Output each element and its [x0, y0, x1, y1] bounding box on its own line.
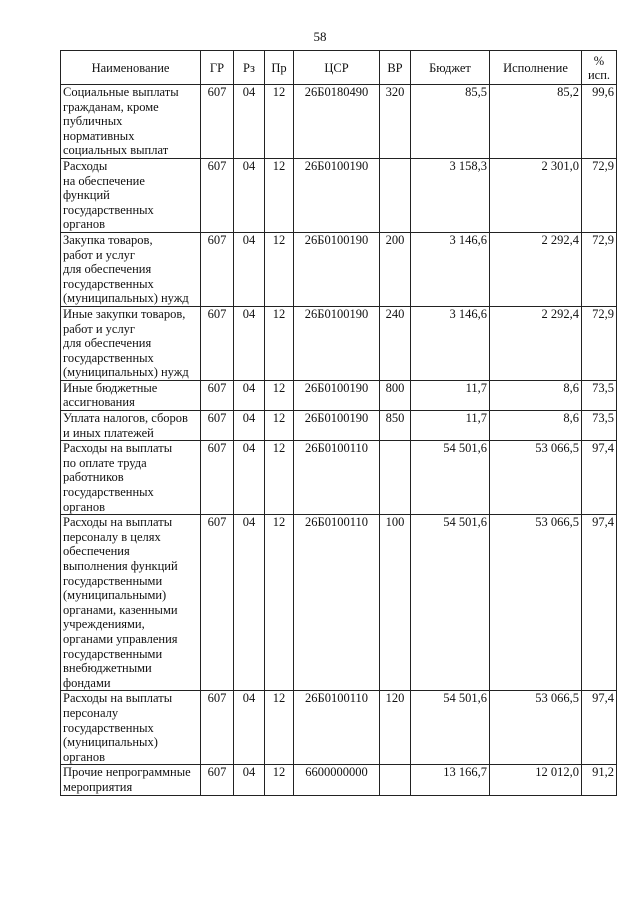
- cell-pr: 12: [265, 515, 294, 691]
- cell-pr: 12: [265, 380, 294, 410]
- table-row: [61, 411, 617, 441]
- cell-percent: 72,9: [582, 158, 617, 232]
- cell-csr: 26Б0100190: [294, 380, 380, 410]
- cell-name: [61, 158, 201, 232]
- cell-name-line: Прочие непрограммные: [63, 765, 191, 780]
- cell-budget: 54 501,6: [411, 515, 490, 691]
- table-row: [61, 85, 617, 159]
- cell-pr: 12: [265, 306, 294, 380]
- cell-gr: 607: [201, 515, 234, 691]
- cell-csr: 26Б0100110: [294, 441, 380, 515]
- cell-name-line: нормативных: [63, 128, 135, 143]
- cell-name-line: Расходы на выплаты: [63, 691, 173, 706]
- cell-rz: 04: [234, 380, 265, 410]
- header-gr: ГР: [201, 51, 234, 85]
- cell-execution: 2 292,4: [490, 306, 582, 380]
- cell-execution: 12 012,0: [490, 765, 582, 795]
- cell-rz: 04: [234, 765, 265, 795]
- cell-budget: 11,7: [411, 411, 490, 441]
- cell-name-line: социальных выплат: [63, 143, 169, 158]
- header-name: Наименование: [61, 51, 201, 85]
- cell-gr: 607: [201, 441, 234, 515]
- cell-name-line: работ и услуг: [63, 321, 136, 336]
- cell-name-line: работ и услуг: [63, 247, 136, 262]
- cell-name-line: (муниципальных) нужд: [63, 365, 189, 380]
- cell-vr: 240: [380, 306, 411, 380]
- cell-gr: 607: [201, 765, 234, 795]
- cell-budget: 54 501,6: [411, 691, 490, 765]
- cell-gr: 607: [201, 158, 234, 232]
- cell-name-line: государственных: [63, 485, 154, 500]
- cell-gr: 607: [201, 691, 234, 765]
- cell-budget: 3 146,6: [411, 306, 490, 380]
- table-row: [61, 691, 617, 765]
- cell-execution: 2 301,0: [490, 158, 582, 232]
- cell-name-line: внебюджетными: [63, 661, 152, 676]
- header-csr: ЦСР: [294, 51, 380, 85]
- cell-name: [61, 232, 201, 306]
- cell-percent: 97,4: [582, 515, 617, 691]
- cell-name-line: государственных: [63, 202, 154, 217]
- cell-pr: 12: [265, 158, 294, 232]
- cell-percent: 97,4: [582, 441, 617, 515]
- cell-execution: 8,6: [490, 411, 582, 441]
- cell-name-line: органов: [63, 499, 106, 514]
- cell-name-line: мероприятия: [63, 779, 133, 794]
- cell-vr: [380, 441, 411, 515]
- cell-name-line: государственными: [63, 646, 163, 661]
- cell-name-line: фондами: [63, 675, 111, 690]
- cell-name-line: органов: [63, 749, 106, 764]
- table-row: [61, 306, 617, 380]
- cell-execution: 85,2: [490, 85, 582, 159]
- cell-percent: 99,6: [582, 85, 617, 159]
- cell-name-line: (муниципальных) нужд: [63, 291, 189, 306]
- cell-name-line: и иных платежей: [63, 425, 154, 440]
- cell-name-line: Расходы на выплаты: [63, 441, 173, 456]
- header-execution: Исполнение: [490, 51, 582, 85]
- cell-vr: 800: [380, 380, 411, 410]
- cell-rz: 04: [234, 158, 265, 232]
- cell-execution: 53 066,5: [490, 515, 582, 691]
- cell-name-line: государственных: [63, 276, 154, 291]
- cell-name-line: (муниципальных): [63, 735, 158, 750]
- cell-name-line: учреждениями,: [63, 617, 145, 632]
- cell-execution: 53 066,5: [490, 441, 582, 515]
- cell-execution: 53 066,5: [490, 691, 582, 765]
- cell-name-line: Иные закупки товаров,: [63, 306, 186, 321]
- cell-rz: 04: [234, 306, 265, 380]
- cell-name-line: ассигнования: [63, 395, 135, 410]
- cell-csr: 26Б0100190: [294, 232, 380, 306]
- cell-rz: 04: [234, 515, 265, 691]
- header-pr: Пр: [265, 51, 294, 85]
- header-rz: Рз: [234, 51, 265, 85]
- page-number: 58: [313, 29, 327, 44]
- cell-name: [61, 441, 201, 515]
- cell-name-line: Расходы на выплаты: [63, 515, 173, 530]
- cell-rz: 04: [234, 691, 265, 765]
- cell-percent: 97,4: [582, 691, 617, 765]
- cell-vr: [380, 765, 411, 795]
- cell-percent: 91,2: [582, 765, 617, 795]
- cell-name-line: функций: [63, 188, 110, 203]
- cell-budget: 3 146,6: [411, 232, 490, 306]
- cell-name-line: Уплата налогов, сборов: [63, 411, 188, 426]
- table-row: [61, 158, 617, 232]
- cell-name-line: персоналу: [63, 705, 119, 720]
- cell-csr: 26Б0100190: [294, 411, 380, 441]
- cell-pr: 12: [265, 232, 294, 306]
- cell-pr: 12: [265, 411, 294, 441]
- cell-gr: 607: [201, 380, 234, 410]
- cell-rz: 04: [234, 441, 265, 515]
- header-budget: Бюджет: [411, 51, 490, 85]
- table-row: [61, 765, 617, 795]
- cell-csr: 26Б0100110: [294, 691, 380, 765]
- cell-budget: 3 158,3: [411, 158, 490, 232]
- cell-name: [61, 85, 201, 159]
- cell-name-line: органов: [63, 217, 106, 232]
- cell-name-line: для обеспечения: [63, 336, 152, 351]
- cell-name-line: для обеспечения: [63, 262, 152, 277]
- table-row: [61, 232, 617, 306]
- table-body: [61, 85, 617, 796]
- cell-name: [61, 306, 201, 380]
- table-row: [61, 441, 617, 515]
- cell-name-line: органами управления: [63, 631, 178, 646]
- cell-name-line: обеспечения: [63, 544, 130, 559]
- cell-rz: 04: [234, 85, 265, 159]
- cell-percent: 72,9: [582, 306, 617, 380]
- cell-name-line: государственных: [63, 720, 154, 735]
- cell-name: [61, 515, 201, 691]
- cell-name-line: гражданам, кроме: [63, 99, 159, 114]
- cell-execution: 8,6: [490, 380, 582, 410]
- cell-rz: 04: [234, 411, 265, 441]
- cell-name-line: Иные бюджетные: [63, 380, 158, 395]
- cell-name-line: выполнения функций: [63, 559, 178, 573]
- cell-name-line: органами, казенными: [63, 602, 178, 617]
- cell-budget: 85,5: [411, 85, 490, 159]
- cell-pr: 12: [265, 85, 294, 159]
- cell-name-line: Расходы: [63, 158, 108, 173]
- cell-name-line: государственных: [63, 350, 154, 365]
- cell-vr: 120: [380, 691, 411, 765]
- cell-name-line: на обеспечение: [63, 173, 145, 188]
- cell-percent: 72,9: [582, 232, 617, 306]
- cell-name-line: Закупка товаров,: [63, 232, 153, 247]
- cell-execution: 2 292,4: [490, 232, 582, 306]
- cell-rz: 04: [234, 232, 265, 306]
- header-percent: % исп.: [582, 51, 617, 85]
- cell-gr: 607: [201, 232, 234, 306]
- cell-csr: 26Б0180490: [294, 85, 380, 159]
- cell-vr: 320: [380, 85, 411, 159]
- header-row: [61, 51, 617, 85]
- cell-budget: 11,7: [411, 380, 490, 410]
- cell-name: [61, 765, 201, 795]
- cell-name: [61, 380, 201, 410]
- cell-pr: 12: [265, 765, 294, 795]
- cell-name: [61, 691, 201, 765]
- cell-vr: [380, 158, 411, 232]
- cell-percent: 73,5: [582, 380, 617, 410]
- cell-csr: 26Б0100110: [294, 515, 380, 691]
- cell-name: [61, 411, 201, 441]
- cell-csr: 26Б0100190: [294, 306, 380, 380]
- table-row: [61, 380, 617, 410]
- cell-vr: 850: [380, 411, 411, 441]
- cell-gr: 607: [201, 85, 234, 159]
- cell-name-line: работников: [63, 470, 124, 485]
- cell-pr: 12: [265, 691, 294, 765]
- cell-pr: 12: [265, 441, 294, 515]
- budget-table: [60, 50, 617, 796]
- table-row: [61, 515, 617, 691]
- cell-name-line: Социальные выплаты: [63, 85, 179, 99]
- cell-budget: 13 166,7: [411, 765, 490, 795]
- cell-csr: 6600000000: [294, 765, 380, 795]
- cell-budget: 54 501,6: [411, 441, 490, 515]
- cell-name-line: по оплате труда: [63, 455, 147, 470]
- cell-name-line: государственными: [63, 573, 163, 588]
- cell-gr: 607: [201, 411, 234, 441]
- cell-vr: 100: [380, 515, 411, 691]
- cell-gr: 607: [201, 306, 234, 380]
- header-vr: ВР: [380, 51, 411, 85]
- cell-name-line: публичных: [63, 114, 123, 129]
- cell-percent: 73,5: [582, 411, 617, 441]
- cell-name-line: (муниципальными): [63, 588, 167, 603]
- cell-csr: 26Б0100190: [294, 158, 380, 232]
- cell-name-line: персоналу в целях: [63, 529, 161, 544]
- cell-vr: 200: [380, 232, 411, 306]
